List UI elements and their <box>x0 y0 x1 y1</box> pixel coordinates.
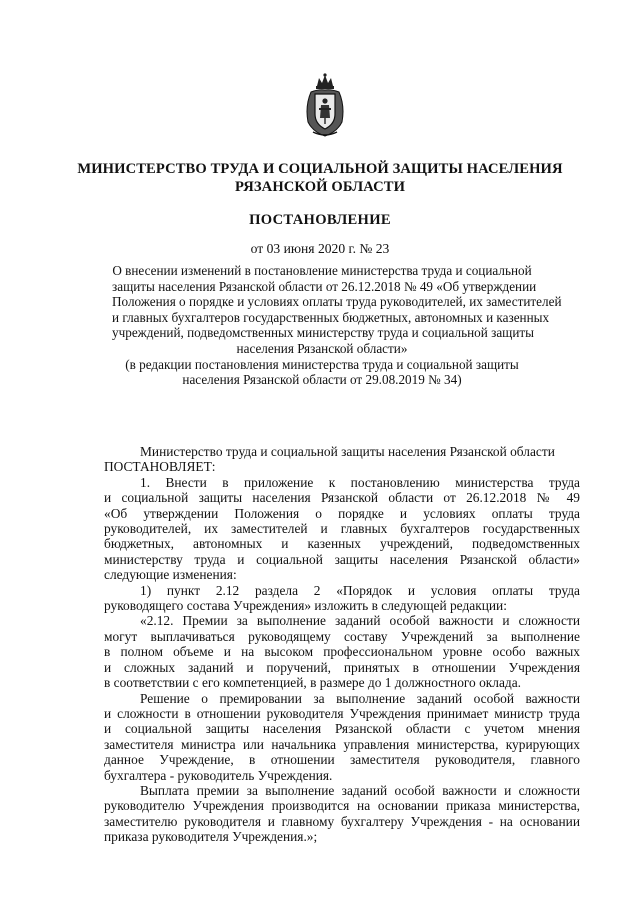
ministry-name-line-1: МИНИСТЕРСТВО ТРУДА И СОЦИАЛЬНОЙ ЗАЩИТЫ НАСЕЛЕНИЯ <box>77 161 563 177</box>
quote-paragraph-3-line: руководителю Учреждения производится на основании приказа министерства, <box>104 798 580 814</box>
quote-paragraph-2-line: данное Учреждение, в отношении заместителя руководителя, главного <box>104 752 580 768</box>
item-1-line: руководителей, их заместителей и главных бухгалтеров государственных <box>104 521 580 537</box>
document-subject <box>112 263 562 388</box>
subject-line: населения Рязанской области» <box>236 340 408 356</box>
document-type: ПОСТАНОВЛЕНИЕ <box>249 212 391 228</box>
document-date: от 03 июня 2020 г. № 23 <box>250 241 390 256</box>
intro-line: Министерство труда и социальной защиты населения Рязанской области <box>140 444 555 459</box>
subject-line: (в редакции постановления министерства труда и социальной защиты <box>125 356 519 372</box>
quote-paragraph-1-line: и сложных заданий и поручений, принятых в отношении Учреждения <box>104 659 580 675</box>
item-1-line: 1. Внести в приложение к постановлению министерства труда <box>140 474 580 490</box>
subject-line: населения Рязанской области от 29.08.2019 № 34) <box>182 372 462 388</box>
quote-paragraph-3-line: Выплата премии за выполнение заданий особой важности и сложности <box>140 782 580 798</box>
item-1-line: следующие изменения: <box>104 567 237 583</box>
ministry-name-line-2: РЯЗАНСКОЙ ОБЛАСТИ <box>234 179 406 195</box>
item-1-line: бюджетных, автономных и казенных учреждений, подведомственных <box>104 536 580 552</box>
subject-line: О внесении изменений в постановление министерства труда и социальной <box>112 263 532 278</box>
subject-line: защиты населения Рязанской области от 26.12.2018 № 49 «Об утверждении <box>112 278 537 294</box>
subject-line: учреждений, подведомственных министерству труда и социальной защиты <box>112 325 535 341</box>
subject-line: и главных бухгалтеров государственных бюджетных, автономных и казенных <box>112 309 550 325</box>
item-1-line: «Об утверждении Положения о порядке и условиях оплаты труда <box>104 505 580 521</box>
coat-of-arms-emblem <box>301 72 349 140</box>
document-body <box>104 444 580 845</box>
subitem-1-line: 1) пункт 2.12 раздела 2 «Порядок и условия оплаты труда <box>140 582 580 598</box>
ministry-name <box>60 160 580 196</box>
quote-paragraph-1-line: могут выплачиваться руководящему составу Учреждений за выполнение <box>104 628 580 644</box>
quote-paragraph-1-line: «2.12. Премии за выполнение заданий особой важности и сложности <box>140 613 580 629</box>
quote-paragraph-2-line: и социальной защиты населения Рязанской области с учетом мнения <box>104 721 580 737</box>
quote-paragraph-2-line: заместителя министра или начальника управления министерства, курирующих <box>104 736 580 752</box>
item-1-line: министерству труда и социальной защиты населения Рязанской области» <box>104 551 580 567</box>
subitem-1-line: руководящего состава Учреждения» изложить в следующей редакции: <box>104 598 507 614</box>
subject-line: Положения о порядке и условиях оплаты труда руководителей, их заместителей <box>112 294 562 310</box>
quote-paragraph-1-line: в соответствии с его компетенцией, в размере до 1 должностного оклада. <box>104 675 522 691</box>
item-1-line: и социальной защиты населения Рязанской области от 26.12.2018 № 49 <box>104 490 580 506</box>
intro-decree-word: ПОСТАНОВЛЯЕТ: <box>104 459 216 475</box>
quote-paragraph-2-line: и сложности в отношении руководителя Учреждения принимает министр труда <box>104 705 580 721</box>
quote-paragraph-3-line: заместителю руководителя и главному бухгалтеру Учреждения - на основании <box>104 813 580 829</box>
quote-paragraph-2-line: Решение о премировании за выполнение заданий особой важности <box>140 690 580 706</box>
quote-paragraph-2-line: бухгалтера - руководитель Учреждения. <box>104 767 333 783</box>
quote-paragraph-1-line: в полном объеме и на высоком профессиональном уровне особо важных <box>104 644 580 660</box>
quote-paragraph-3-line: приказа руководителя Учреждения.»; <box>104 829 318 845</box>
